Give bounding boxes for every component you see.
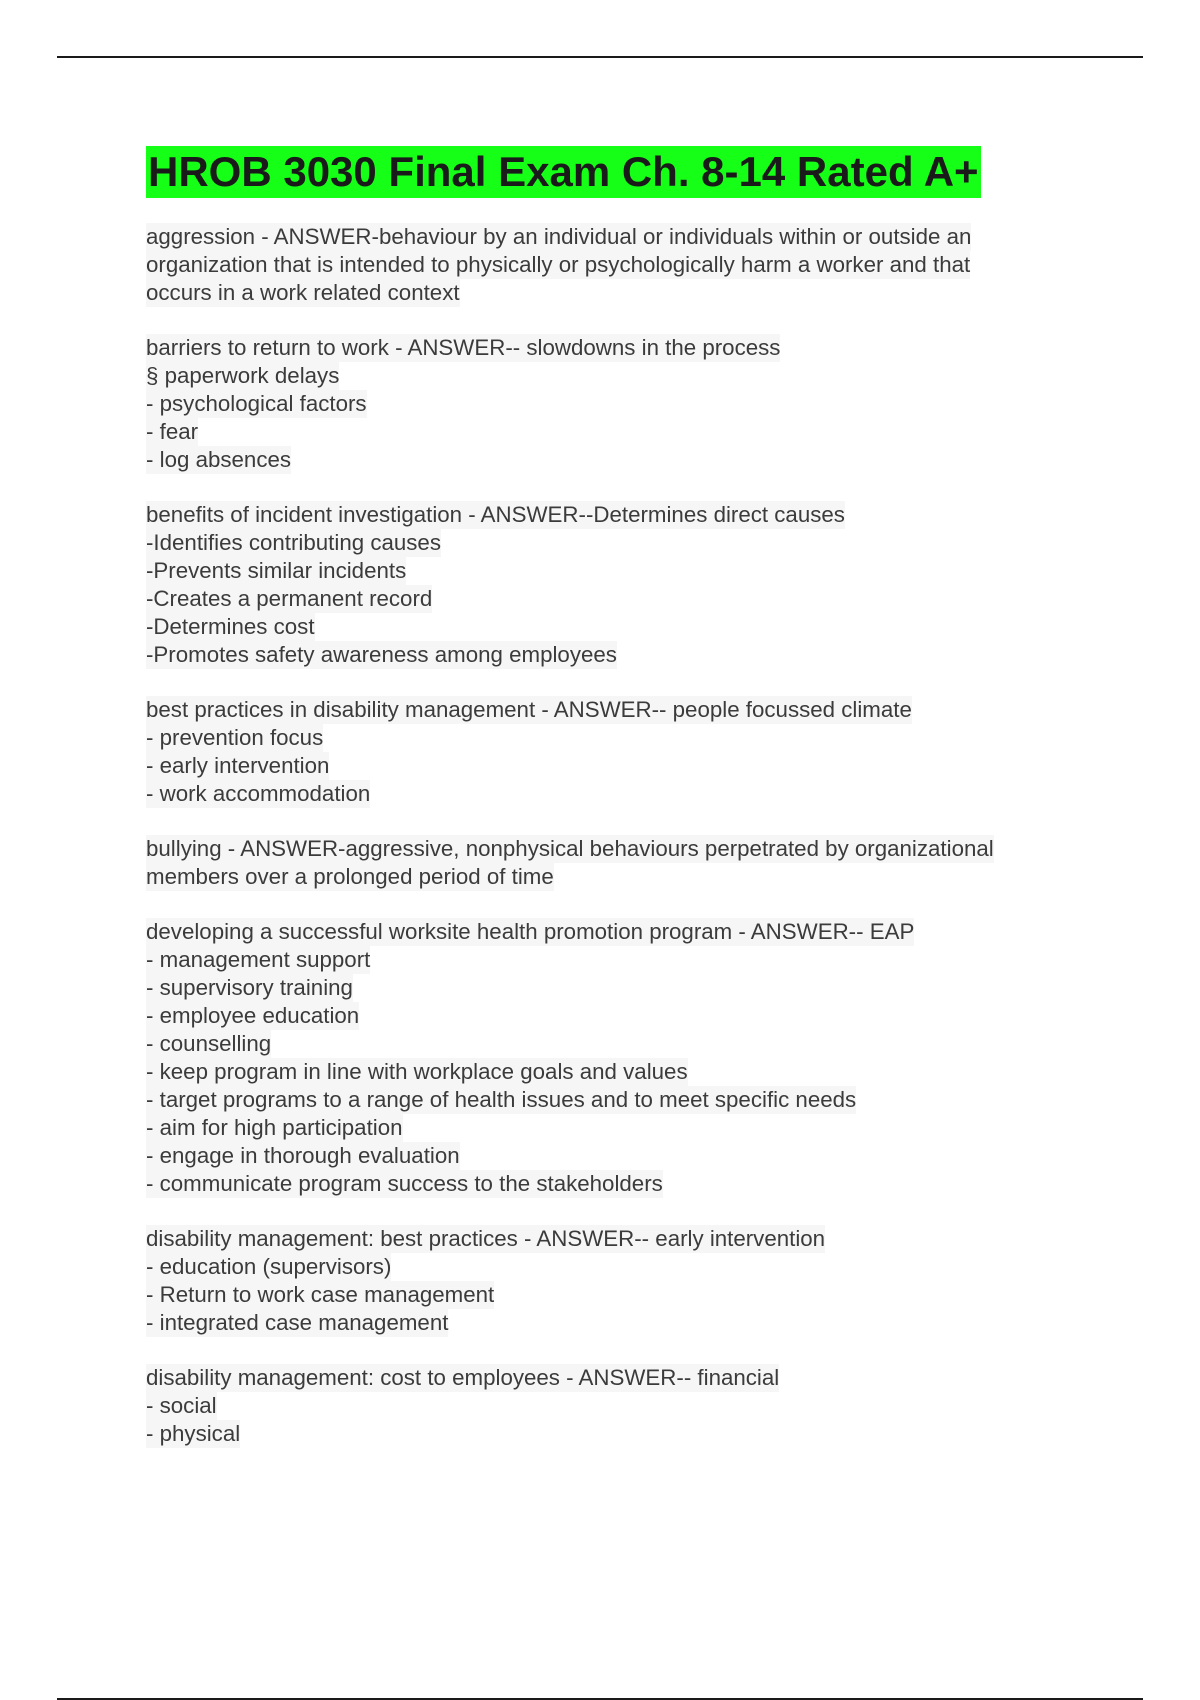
- qa-answer-line: - aim for high participation: [146, 1115, 403, 1140]
- qa-answer-line: - Return to work case management: [146, 1282, 495, 1307]
- qa-answer-line: - early intervention: [146, 753, 330, 778]
- qa-answer-line: - supervisory training: [146, 975, 353, 1000]
- qa-answer-line: -Identifies contributing causes: [146, 530, 441, 555]
- top-rule: [57, 56, 1143, 58]
- qa-answer-line: - education (supervisors): [146, 1254, 392, 1279]
- qa-answer-line: - keep program in line with workplace goals and values: [146, 1059, 688, 1084]
- qa-entry: [146, 1364, 1086, 1448]
- qa-entry: [146, 918, 1086, 1198]
- qa-answer-line: - prevention focus: [146, 725, 324, 750]
- document-title: HROB 3030 Final Exam Ch. 8-14 Rated A+: [146, 146, 981, 198]
- qa-term-line: barriers to return to work - ANSWER-- slowdowns in the process: [146, 335, 781, 360]
- qa-entry: [146, 696, 1086, 808]
- qa-term-line: aggression - ANSWER-behaviour by an individual or individuals within or outside an: [146, 224, 972, 249]
- qa-answer-line: - work accommodation: [146, 781, 371, 806]
- qa-term-line: best practices in disability management - ANSWER-- people focussed climate: [146, 697, 912, 722]
- qa-answer-line: - communicate program success to the stakeholders: [146, 1171, 663, 1196]
- qa-answer-line: - physical: [146, 1421, 241, 1446]
- qa-answer-line: -Determines cost: [146, 614, 315, 639]
- qa-answer-line: -Creates a permanent record: [146, 586, 433, 611]
- qa-answer-line: -Promotes safety awareness among employees: [146, 642, 617, 667]
- qa-answer-line: - psychological factors: [146, 391, 367, 416]
- qa-term-line: benefits of incident investigation - ANSWER--Determines direct causes: [146, 502, 845, 527]
- qa-answer-line: § paperwork delays: [146, 363, 340, 388]
- qa-term-line: disability management: best practices - ANSWER-- early intervention: [146, 1226, 826, 1251]
- qa-entry: [146, 223, 1086, 307]
- qa-answer-line: - engage in thorough evaluation: [146, 1143, 460, 1168]
- qa-entry: [146, 835, 1086, 891]
- qa-list: [146, 223, 1086, 1448]
- qa-answer-line: organization that is intended to physically or psychologically harm a worker and that: [146, 252, 971, 277]
- document-body: [146, 146, 1086, 1475]
- qa-term-line: bullying - ANSWER-aggressive, nonphysical behaviours perpetrated by organizational: [146, 836, 994, 861]
- qa-answer-line: members over a prolonged period of time: [146, 864, 554, 889]
- qa-answer-line: - log absences: [146, 447, 292, 472]
- qa-answer-line: -Prevents similar incidents: [146, 558, 407, 583]
- qa-term-line: developing a successful worksite health promotion program - ANSWER-- EAP: [146, 919, 915, 944]
- qa-answer-line: - employee education: [146, 1003, 360, 1028]
- qa-answer-line: - management support: [146, 947, 371, 972]
- qa-answer-line: - target programs to a range of health issues and to meet specific needs: [146, 1087, 857, 1112]
- qa-answer-line: - fear: [146, 419, 199, 444]
- qa-term-line: disability management: cost to employees - ANSWER-- financial: [146, 1365, 780, 1390]
- qa-answer-line: - counselling: [146, 1031, 272, 1056]
- qa-answer-line: occurs in a work related context: [146, 280, 460, 305]
- qa-entry: [146, 1225, 1086, 1337]
- qa-entry: [146, 334, 1086, 474]
- qa-answer-line: - integrated case management: [146, 1310, 449, 1335]
- qa-answer-line: - social: [146, 1393, 217, 1418]
- qa-entry: [146, 501, 1086, 669]
